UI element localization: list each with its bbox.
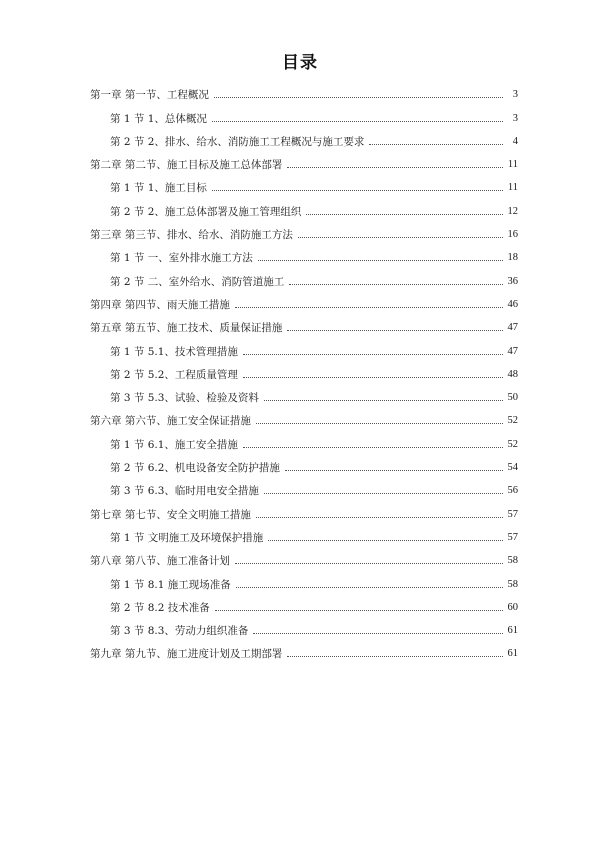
toc-page-number: 46	[507, 298, 518, 310]
toc-page-number: 3	[512, 89, 518, 101]
toc-dot-leader	[243, 446, 503, 448]
toc-entry-text: 第 1 节 1、施工目标	[110, 182, 207, 195]
toc-page-number: 57	[507, 508, 518, 520]
toc-entry-text: 第八章 第八节、施工准备计划	[90, 555, 230, 568]
toc-dot-leader	[256, 422, 503, 424]
toc-page-number: 54	[507, 462, 518, 474]
toc-section-entry[interactable]	[90, 358, 518, 381]
toc-entry-text: 第九章 第九节、施工进度计划及工期部署	[90, 648, 283, 661]
toc-section-entry[interactable]	[90, 171, 518, 194]
toc-page-number: 11	[507, 159, 518, 171]
toc-chapter-entry[interactable]	[90, 404, 518, 427]
toc-page-number: 50	[507, 392, 518, 404]
toc-entry-text: 第 1 节 6.1、施工安全措施	[110, 438, 238, 451]
toc-chapter-entry[interactable]	[90, 497, 518, 520]
toc-page-number: 12	[507, 205, 518, 217]
toc-entry-text: 第 1 节 5.1、技术管理措施	[110, 345, 238, 358]
toc-list	[90, 78, 518, 660]
toc-entry-text: 第 1 节 文明施工及环境保护措施	[110, 531, 264, 544]
toc-section-entry[interactable]	[90, 451, 518, 474]
toc-entry-text: 第六章 第六节、施工安全保证措施	[90, 415, 251, 428]
toc-page-number: 4	[512, 135, 518, 147]
toc-page-number: 48	[507, 368, 518, 380]
toc-dot-leader	[243, 353, 503, 355]
toc-dot-leader	[287, 329, 503, 331]
toc-dot-leader	[264, 399, 503, 401]
toc-entry-text: 第 1 节 1、总体概况	[110, 112, 207, 125]
toc-entry-text: 第四章 第四节、雨天施工措施	[90, 298, 230, 311]
toc-entry-text: 第 3 节 5.3、试验、检验及资料	[110, 392, 259, 405]
toc-dot-leader	[369, 143, 503, 145]
toc-dot-leader	[256, 516, 503, 518]
toc-page-number: 16	[507, 229, 518, 241]
toc-page-number: 52	[507, 415, 518, 427]
toc-dot-leader	[264, 492, 503, 494]
toc-section-entry[interactable]	[90, 194, 518, 217]
toc-section-entry[interactable]	[90, 521, 518, 544]
toc-dot-leader	[298, 236, 503, 238]
toc-dot-leader	[235, 562, 503, 564]
toc-dot-leader	[215, 609, 503, 611]
toc-entry-text: 第 2 节 2、施工总体部署及施工管理组织	[110, 205, 302, 218]
toc-dot-leader	[285, 469, 503, 471]
toc-page-number: 3	[512, 112, 518, 124]
toc-entry-text: 第 1 节 8.1 施工现场准备	[110, 578, 231, 591]
toc-entry-text: 第二章 第二节、施工目标及施工总体部署	[90, 159, 283, 172]
toc-entry-text: 第 2 节 二、室外给水、消防管道施工	[110, 275, 285, 288]
toc-entry-text: 第 2 节 8.2 技术准备	[110, 601, 210, 614]
toc-entry-text: 第 2 节 2、排水、给水、消防施工工程概况与施工要求	[110, 135, 365, 148]
toc-section-entry[interactable]	[90, 241, 518, 264]
toc-page-number: 56	[507, 485, 518, 497]
toc-page-number: 60	[507, 601, 518, 613]
toc-chapter-entry[interactable]	[90, 637, 518, 660]
toc-dot-leader	[236, 586, 503, 588]
toc-chapter-entry[interactable]	[90, 148, 518, 171]
toc-dot-leader	[306, 213, 503, 215]
toc-section-entry[interactable]	[90, 567, 518, 590]
toc-section-entry[interactable]	[90, 101, 518, 124]
toc-section-entry[interactable]	[90, 614, 518, 637]
toc-chapter-entry[interactable]	[90, 288, 518, 311]
toc-entry-text: 第七章 第七节、安全文明施工措施	[90, 508, 251, 521]
toc-dot-leader	[235, 306, 503, 308]
toc-page-number: 47	[507, 322, 518, 334]
toc-section-entry[interactable]	[90, 381, 518, 404]
toc-page-number: 11	[507, 182, 518, 194]
toc-dot-leader	[214, 96, 503, 98]
toc-page-number: 61	[507, 625, 518, 637]
toc-page-number: 47	[507, 345, 518, 357]
toc-entry-text: 第 1 节 一、室外排水施工方法	[110, 252, 253, 265]
toc-dot-leader	[212, 189, 503, 191]
toc-chapter-entry[interactable]	[90, 78, 518, 101]
toc-title: 目录	[282, 53, 318, 73]
toc-dot-leader	[243, 376, 503, 378]
toc-dot-leader	[268, 539, 503, 541]
toc-chapter-entry[interactable]	[90, 218, 518, 241]
toc-section-entry[interactable]	[90, 591, 518, 614]
toc-dot-leader	[212, 120, 503, 122]
toc-section-entry[interactable]	[90, 264, 518, 287]
toc-dot-leader	[289, 283, 503, 285]
toc-entry-text: 第五章 第五节、施工技术、质量保证措施	[90, 322, 283, 335]
toc-chapter-entry[interactable]	[90, 544, 518, 567]
toc-page-number: 52	[507, 438, 518, 450]
toc-entry-text: 第一章 第一节、工程概况	[90, 89, 209, 102]
toc-page-number: 58	[507, 555, 518, 567]
toc-section-entry[interactable]	[90, 427, 518, 450]
toc-entry-text: 第 2 节 6.2、机电设备安全防护措施	[110, 462, 280, 475]
toc-dot-leader	[287, 166, 503, 168]
toc-entry-text: 第 2 节 5.2、工程质量管理	[110, 368, 238, 381]
toc-entry-text: 第 3 节 6.3、临时用电安全措施	[110, 485, 259, 498]
toc-section-entry[interactable]	[90, 334, 518, 357]
toc-page-number: 61	[507, 648, 518, 660]
toc-dot-leader	[253, 632, 503, 634]
toc-section-entry[interactable]	[90, 474, 518, 497]
toc-section-entry[interactable]	[90, 125, 518, 148]
toc-page-number: 58	[507, 578, 518, 590]
toc-chapter-entry[interactable]	[90, 311, 518, 334]
toc-page-number: 18	[507, 252, 518, 264]
toc-entry-text: 第三章 第三节、排水、给水、消防施工方法	[90, 229, 293, 242]
toc-dot-leader	[287, 655, 503, 657]
toc-entry-text: 第 3 节 8.3、劳动力组织准备	[110, 625, 249, 638]
toc-page-number: 57	[507, 531, 518, 543]
toc-dot-leader	[258, 259, 503, 261]
toc-page-number: 36	[507, 275, 518, 287]
